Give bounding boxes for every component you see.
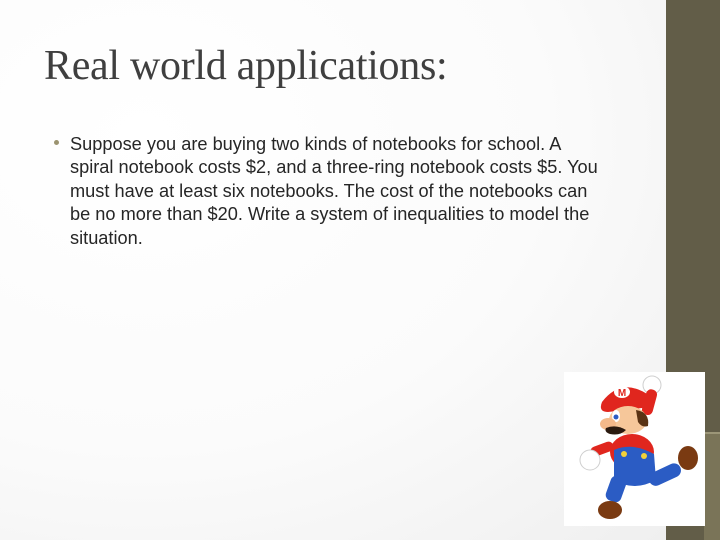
slide-title: Real world applications: [44, 43, 448, 89]
hat-emblem: M [617, 388, 627, 399]
bullet-text: Suppose you are buying two kinds of notebooks for school. A spiral notebook costs $2, and a three-ring notebook costs $5. You must have at least six notebooks. The cost of the notebooks can be no more than $20. Write a system of inequalities to model the situation. [70, 134, 598, 248]
side-bar-divider [704, 432, 720, 434]
bullet-item [46, 133, 606, 250]
bullet-list [46, 133, 606, 250]
side-bar-accent [704, 432, 720, 540]
bullet-icon [54, 140, 59, 145]
mario-icon [564, 372, 705, 526]
mario-image [564, 372, 705, 526]
